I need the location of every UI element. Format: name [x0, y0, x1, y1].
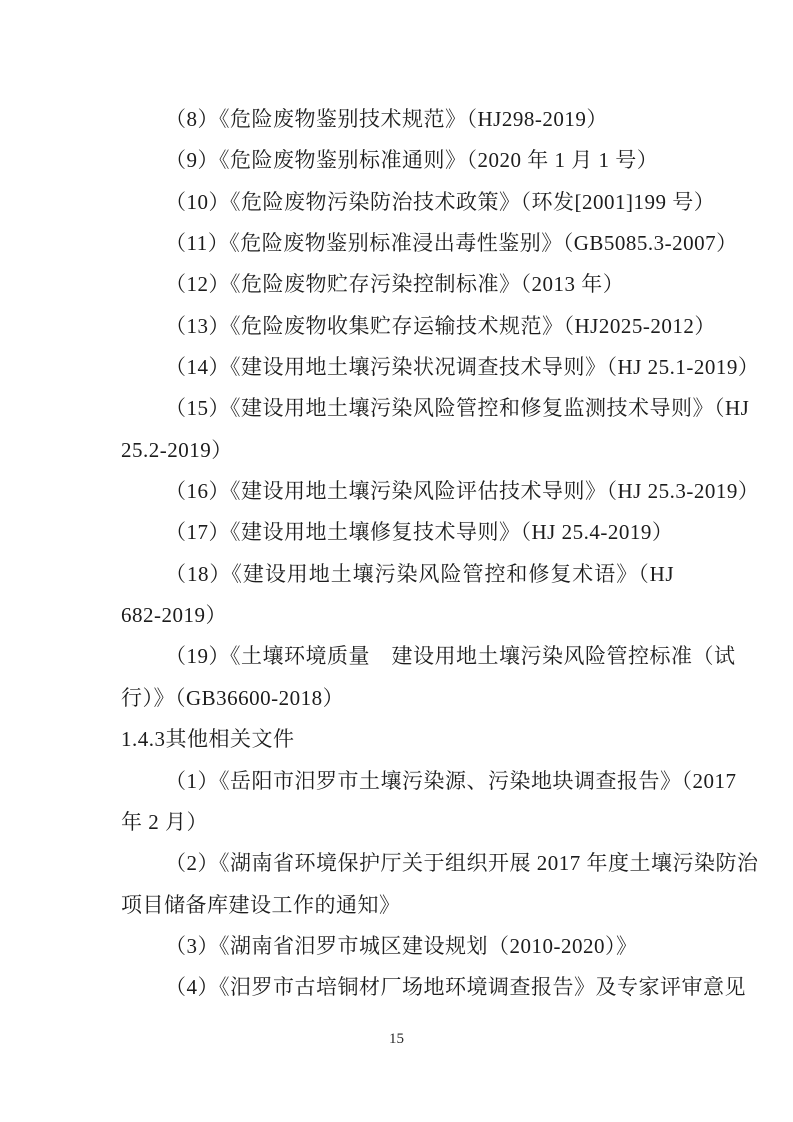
list-item-10: （10）《危险废物污染防治技术政策》（环发[2001]199 号）	[165, 189, 716, 214]
list-item-11: （11）《危险废物鉴别标准浸出毒性鉴别》（GB5085.3-2007）	[165, 231, 738, 256]
list-item-8: （8）《危险废物鉴别技术规范》（HJ298-2019）	[165, 107, 608, 131]
list-item-16: （16）《建设用地土壤污染风险评估技术导则》（HJ 25.3-2019）	[165, 479, 760, 504]
list-item-19-line-2: 行）》（GB36600-2018）	[121, 685, 345, 710]
list-item-2-line-1: （2）《湖南省环境保护厅关于组织开展 2017 年度土壤污染防治	[165, 851, 759, 876]
list-item-3: （3）《湖南省汨罗市城区建设规划（2010-2020）》	[165, 933, 638, 958]
list-item-14: （14）《建设用地土壤污染状况调查技术导则》（HJ 25.1-2019）	[165, 355, 760, 380]
list-item-17: （17）《建设用地土壤修复技术导则》（HJ 25.4-2019）	[165, 520, 674, 545]
list-item-1-line-1: （1）《岳阳市汨罗市土壤污染源、污染地块调查报告》（2017	[165, 768, 737, 793]
document-body	[121, 99, 760, 1009]
list-item-12: （12）《危险废物贮存污染控制标准》（2013 年）	[165, 272, 625, 297]
list-item-2-line-2: 项目储备库建设工作的通知》	[121, 892, 401, 917]
list-item-15-line-1: （15）《建设用地土壤污染风险管控和修复监测技术导则》（HJ	[165, 396, 750, 421]
list-item-18-line-1: （18）《建设用地土壤污染风险管控和修复术语》（HJ	[165, 561, 674, 586]
list-item-15-line-2: 25.2-2019）	[121, 437, 233, 462]
section-heading-1-4-3: 1.4.3其他相关文件	[121, 727, 295, 752]
list-item-9: （9）《危险废物鉴别标准通则》（2020 年 1 月 1 号）	[165, 148, 659, 173]
list-item-18-line-2: 682-2019）	[121, 603, 227, 628]
list-item-4: （4）《汨罗市古培铜材厂场地环境调查报告》及专家评审意见	[165, 975, 746, 1000]
page-number: 15	[389, 1031, 404, 1047]
list-item-1-line-2: 年 2 月）	[121, 809, 208, 834]
list-item-13: （13）《危险废物收集贮存运输技术规范》（HJ2025-2012）	[165, 313, 716, 338]
list-item-19-line-1: （19）《土壤环境质量 建设用地土壤污染风险管控标准（试	[165, 644, 736, 669]
